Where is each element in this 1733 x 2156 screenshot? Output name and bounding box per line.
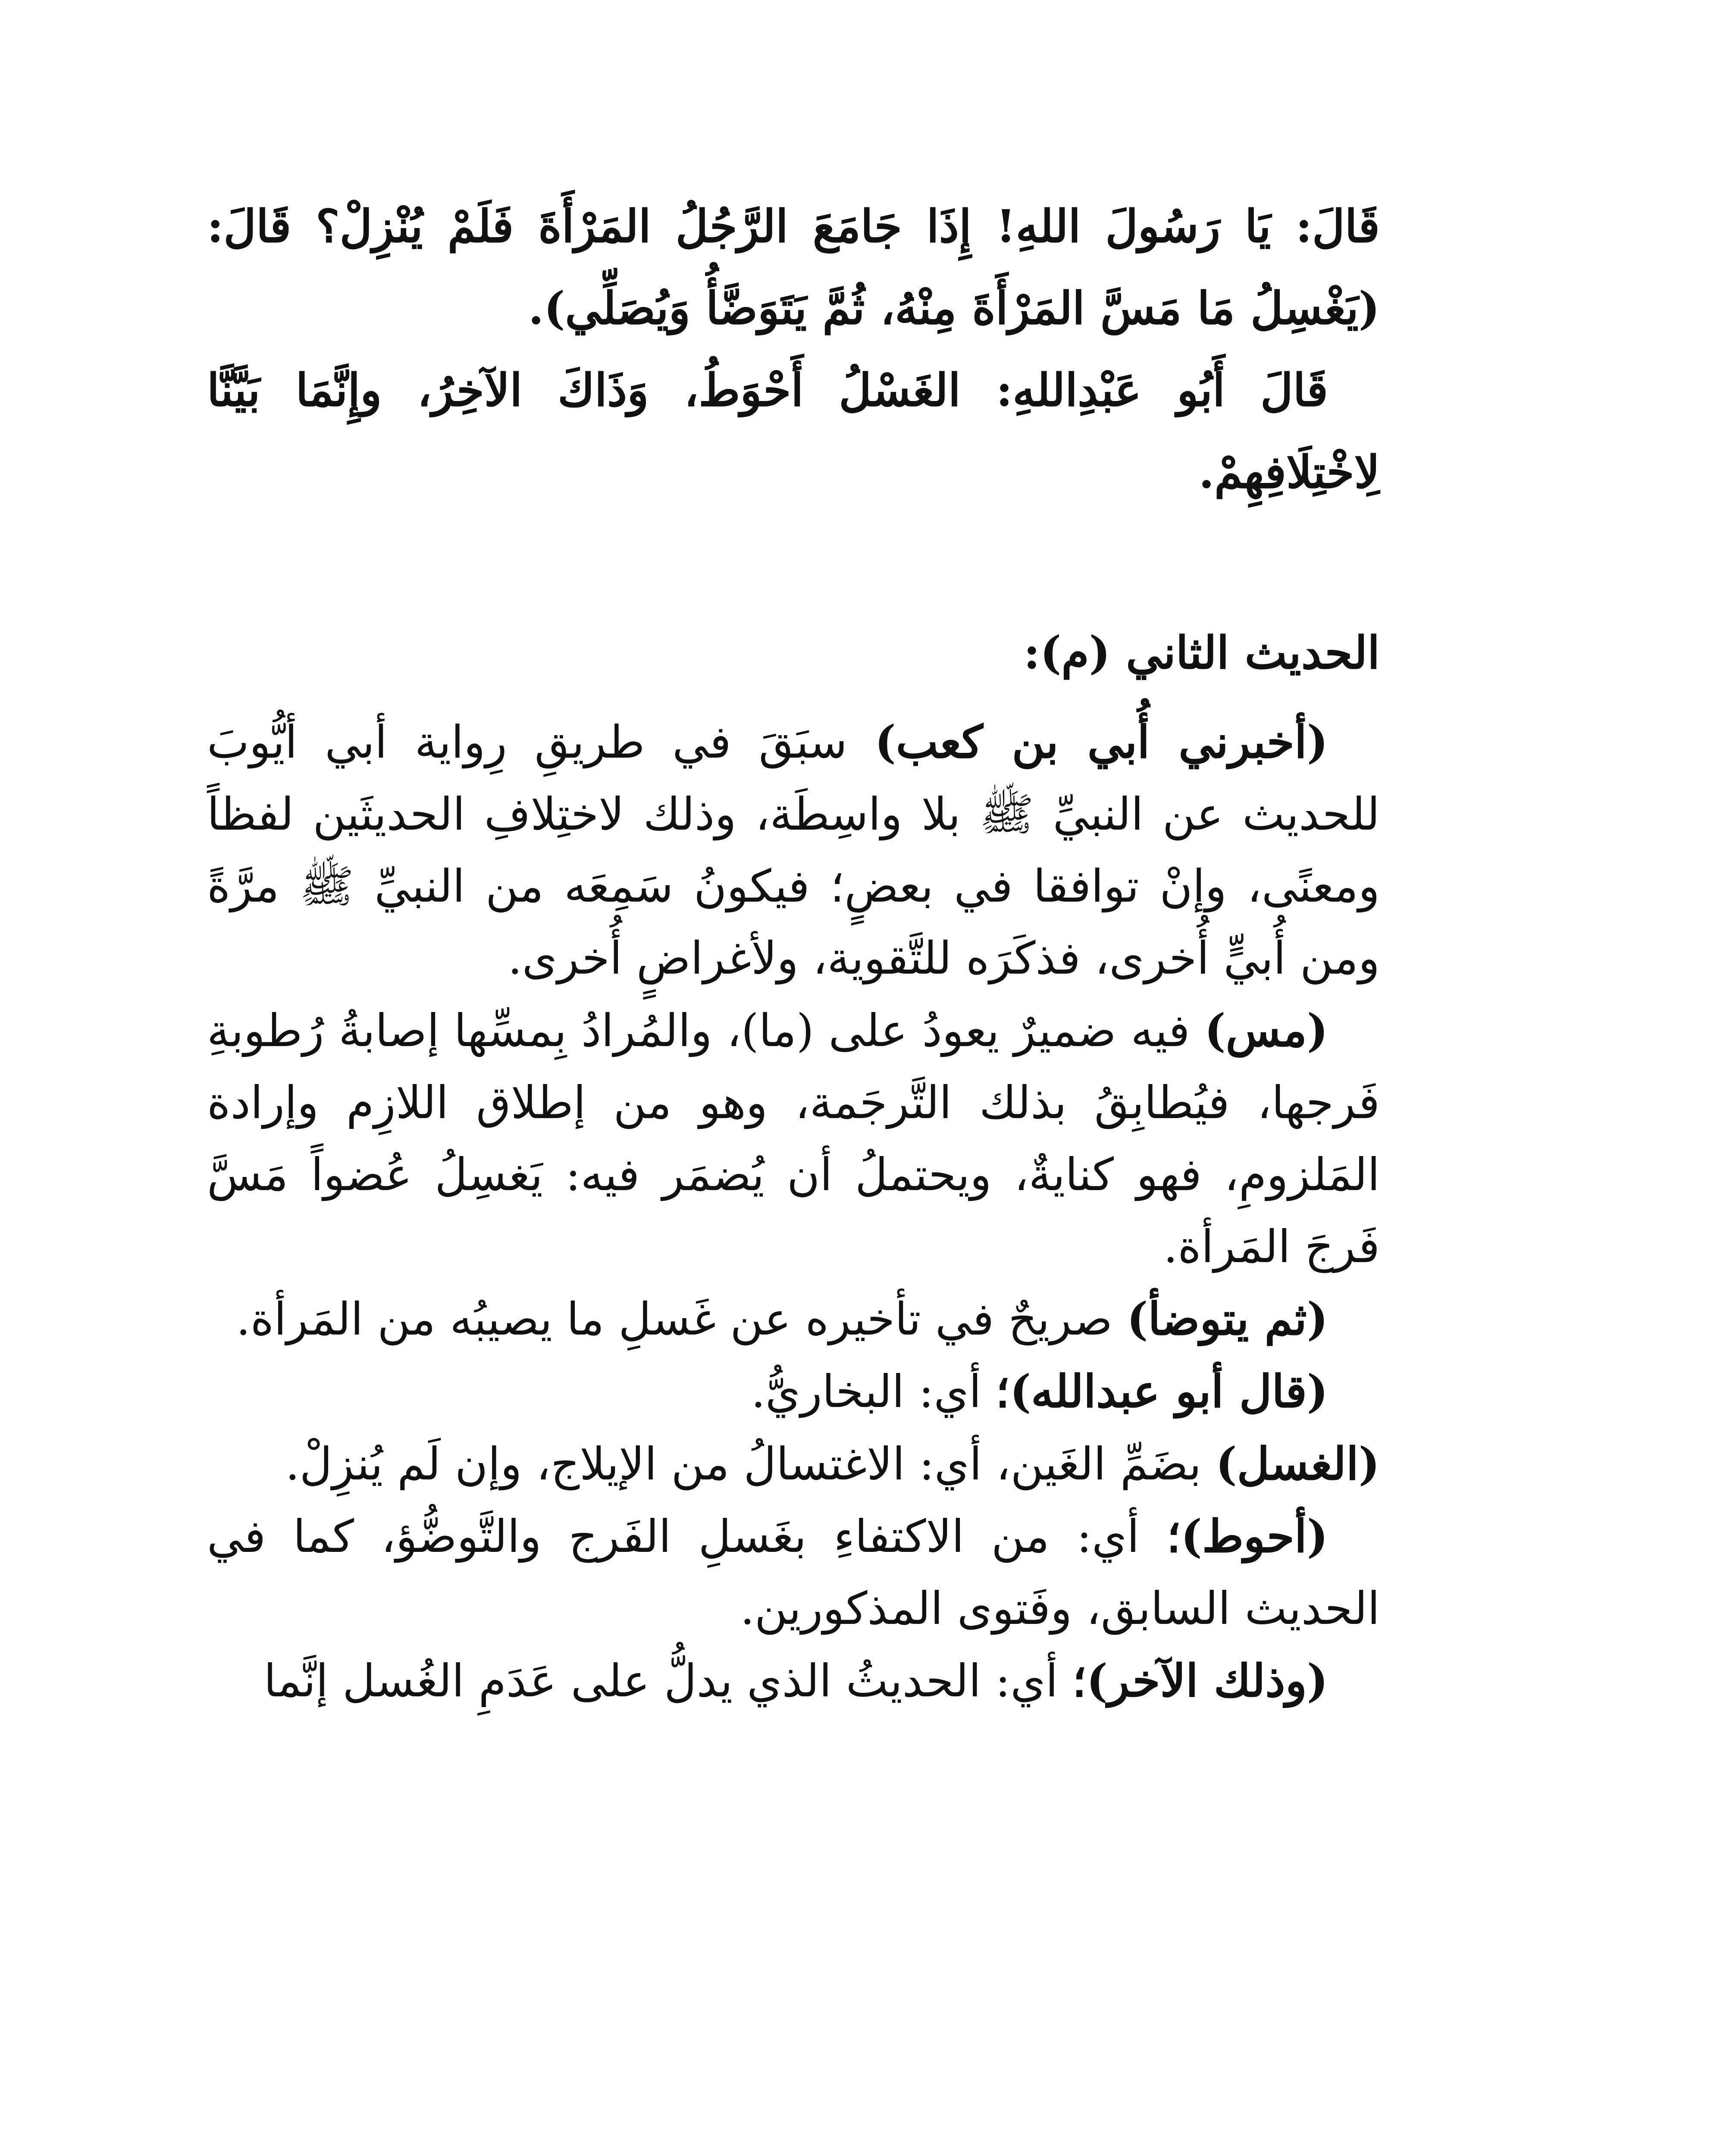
- commentary-text: أي: البخاريُّ.: [751, 1365, 996, 1418]
- commentary-text: أي: الحديثُ الذي يدلُّ على عَدَمِ الغُسل إنَّما: [263, 1655, 1072, 1707]
- section-heading: الحديث الثاني (م):: [1023, 626, 1380, 679]
- commentary-text: بضَمِّ الغَين، أي: الاغتسالُ من الإيلاج، وإن لَم يُنزِلْ.: [285, 1438, 1216, 1490]
- hadith-line-2: قَالَ أَبُو عَبْدِاللهِ: الغَسْلُ أَحْوَطُ، وَذَاكَ الآخِرُ، وإِنَّمَا بَيَّنَّا لِاخْتِلَافِهِمْ.: [207, 364, 1380, 498]
- commentary-lead: (قال أبو عبدالله)؛: [995, 1365, 1328, 1418]
- commentary-text: سبَقَ في طريقِ رِواية أبي أيُّوبَ للحديث عن النبيِّ ﷺ بلا واسِطَة، وذلك لاختِلافِ الحديثَين لفظاً ومعنًى، وإنْ توافقا في بعضٍ؛ فيكونُ سَمِعَه من النبيِّ ﷺ مرَّةً ومن أُبيٍّ أُخرى، فذكَرَه للتَّقوية، ولأغراضٍ أُخرى.: [207, 716, 1380, 984]
- hadith-text-block: [207, 185, 1380, 513]
- commentary-text: فيه ضميرٌ يعودُ على (ما)، والمُرادُ بِمسِّها إصابةُ رُطوبةِ فَرجها، فيُطابِقُ بذلك التَّرجَمة، وهو من إطلاق اللازِم وإرادة المَلزومِ، فهو كنايةٌ، ويحتملُ أن يُضمَر فيه: يَغسِلُ عُضواً مَسَّ فَرجَ المَرأة.: [207, 1004, 1380, 1273]
- commentary-paragraph-5: [207, 1428, 1380, 1500]
- hadith-line-1: قَالَ: يَا رَسُولَ اللهِ! إِذَا جَامَعَ الرَّجُلُ المَرْأَةَ فَلَمْ يُنْزِلْ؟ قَالَ: (يَغْسِلُ مَا مَسَّ المَرْأَةَ مِنْهُ، ثُمَّ يَتَوَضَّأُ وَيُصَلِّي).: [207, 200, 1380, 335]
- commentary-text: أي: من الاكتفاءِ بغَسلِ الفَرج والتَّوضُّؤ، كما في الحديث السابق، وفَتوى المذكورين.: [207, 1510, 1380, 1635]
- commentary-lead: (ثم يتوضأ): [1127, 1292, 1328, 1345]
- document-page: [207, 185, 1380, 1717]
- commentary-paragraph-2: [207, 994, 1380, 1283]
- commentary-lead: (وذلك الآخر)؛: [1072, 1654, 1328, 1707]
- commentary-lead: (أخبرني أُبي بن كعب): [874, 715, 1328, 768]
- commentary-text: صريحٌ في تأخيره عن غَسلِ ما يصيبُه من المَرأة.: [236, 1293, 1127, 1345]
- commentary-paragraph-1: [207, 706, 1380, 994]
- commentary-lead: (الغسل): [1216, 1437, 1380, 1490]
- commentary-paragraph-7: [207, 1645, 1380, 1717]
- commentary-lead: (أحوط)؛: [1166, 1510, 1328, 1563]
- commentary-paragraph-3: [207, 1283, 1380, 1355]
- commentary-lead: (مس): [1204, 1004, 1328, 1057]
- commentary-paragraph-6: [207, 1500, 1380, 1645]
- commentary-paragraph-4: [207, 1355, 1380, 1428]
